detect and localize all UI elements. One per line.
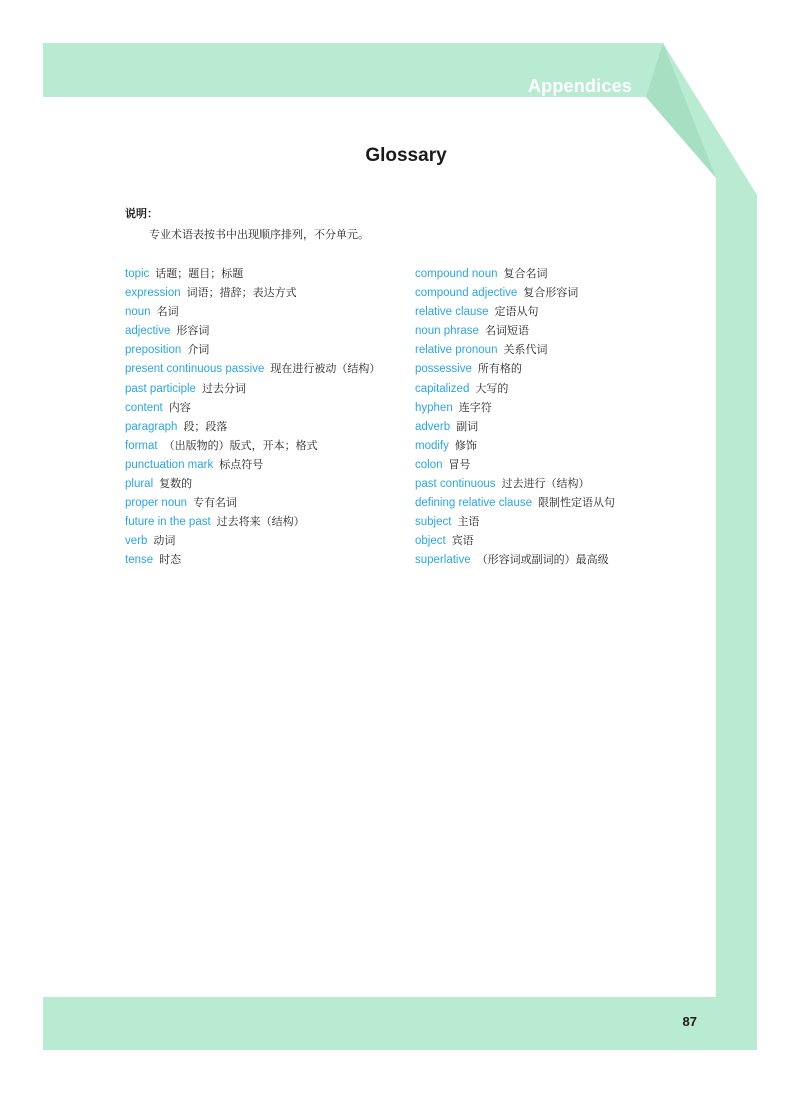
glossary-entry: [415, 512, 705, 531]
glossary-definition: 现在进行被动（结构）: [270, 362, 381, 376]
glossary-definition: 专有名词: [193, 496, 238, 510]
glossary-entry: [415, 398, 705, 417]
glossary-definition: 内容: [168, 400, 191, 414]
glossary-definition: 过去分词: [201, 381, 246, 395]
glossary-definition: 介词: [187, 343, 210, 357]
glossary-definition: 名词: [156, 305, 179, 319]
glossary-entry: [125, 436, 415, 455]
glossary-entry: [415, 455, 705, 474]
glossary-entry: [415, 379, 705, 398]
glossary-definition: 词语；措辞；表达方式: [186, 286, 297, 300]
glossary-definition: 段；段落: [183, 419, 228, 433]
glossary-term: hyphen: [415, 401, 453, 414]
glossary-entry: [125, 417, 415, 436]
glossary-entry: [125, 550, 415, 569]
footer-band: [43, 997, 757, 1050]
glossary-entry: [415, 359, 705, 378]
glossary-entry: [415, 302, 705, 321]
glossary-term: future in the past: [125, 516, 211, 529]
glossary-entry: [125, 474, 415, 493]
glossary-entry: [415, 283, 705, 302]
glossary-definition: 过去进行（结构）: [501, 477, 590, 491]
glossary-entry: [415, 321, 705, 340]
glossary-term: compound adjective: [415, 287, 518, 300]
glossary-entry: [125, 531, 415, 550]
glossary-term: noun phrase: [415, 325, 479, 338]
glossary-term: capitalized: [415, 382, 470, 395]
page-title: Glossary: [365, 145, 447, 166]
glossary-definition: 形容词: [176, 324, 210, 338]
glossary-entry: [415, 474, 705, 493]
glossary-term: relative pronoun: [415, 344, 498, 357]
glossary-entry: [125, 321, 415, 340]
glossary-term: past participle: [125, 382, 196, 395]
glossary-definition: 复合名词: [503, 267, 548, 280]
glossary-definition: 关系代词: [503, 343, 548, 357]
glossary-definition: 主语: [457, 515, 480, 529]
note-text: 专业术语表按书中出现顺序排列，不分单元。: [149, 228, 369, 241]
glossary-entry: [415, 436, 705, 455]
glossary-definition: 时态: [159, 553, 182, 567]
glossary-definition: 副词: [456, 419, 479, 433]
glossary-definition: 动词: [153, 534, 176, 548]
glossary-term: content: [125, 401, 163, 414]
glossary-entry: [415, 531, 705, 550]
glossary-term: object: [415, 535, 446, 548]
glossary-entry: [125, 302, 415, 321]
glossary-entry: [125, 283, 415, 302]
glossary-term: preposition: [125, 344, 182, 357]
glossary-term: modify: [415, 439, 449, 452]
glossary-entry: [415, 550, 705, 569]
glossary-term: superlative: [415, 554, 471, 567]
glossary-term: colon: [415, 458, 443, 471]
glossary-term: relative clause: [415, 306, 489, 319]
glossary-term: noun: [125, 306, 151, 319]
glossary-term: proper noun: [125, 497, 188, 510]
glossary-definition: 所有格的: [477, 362, 522, 376]
glossary-definition: 名词短语: [484, 324, 529, 338]
glossary-term: verb: [125, 535, 148, 548]
glossary-term: format: [125, 439, 158, 452]
glossary-definition: 宾语: [451, 534, 474, 548]
glossary-term: plural: [125, 478, 154, 491]
glossary-term: adjective: [125, 325, 171, 338]
glossary-term: expression: [125, 287, 181, 300]
glossary-term: tense: [125, 554, 154, 567]
glossary-entry: [415, 340, 705, 359]
glossary-entry: [125, 493, 415, 512]
glossary-term: present continuous passive: [125, 363, 265, 376]
glossary-definition: 限制性定语从句: [538, 496, 615, 510]
glossary-term: paragraph: [125, 420, 178, 433]
glossary-left-column: [125, 264, 415, 570]
glossary-entry: [415, 417, 705, 436]
glossary-term: subject: [415, 516, 452, 529]
glossary-definition: 话题；题目；标题: [155, 267, 244, 280]
glossary-definition: 定语从句: [494, 305, 539, 319]
glossary-right-column: [415, 264, 705, 570]
glossary-entry: [415, 493, 705, 512]
glossary-term: topic: [125, 268, 150, 280]
glossary-definition: 连字符: [458, 400, 492, 414]
glossary-entry: [125, 379, 415, 398]
glossary-term: defining relative clause: [415, 497, 532, 510]
glossary-entry: [125, 340, 415, 359]
page-number: 87: [682, 1014, 697, 1029]
glossary-definition: 大写的: [475, 381, 509, 395]
glossary-term: past continuous: [415, 478, 496, 491]
glossary-definition: 过去将来（结构）: [216, 515, 305, 529]
glossary-definition: 修饰: [454, 438, 477, 452]
glossary-entry: [125, 359, 415, 378]
glossary-entry: [415, 264, 705, 283]
glossary-term: punctuation mark: [125, 458, 214, 471]
glossary-definition: （形容词或副词的）最高级: [476, 553, 609, 567]
glossary-term: adverb: [415, 420, 451, 433]
glossary-term: possessive: [415, 363, 472, 376]
glossary-definition: 冒号: [448, 457, 471, 471]
glossary-entry: [125, 264, 415, 283]
glossary-term: compound noun: [415, 268, 498, 280]
glossary-entry: [125, 512, 415, 531]
note-heading: 说明：: [125, 207, 158, 220]
glossary-entry: [125, 398, 415, 417]
glossary-definition: 复数的: [159, 477, 193, 491]
glossary-definition: 复合形容词: [523, 286, 579, 300]
glossary-entry: [125, 455, 415, 474]
glossary-definition: 标点符号: [219, 457, 264, 471]
section-title: Appendices: [527, 76, 632, 96]
glossary-definition: （出版物的）版式，开本；格式: [163, 438, 318, 452]
